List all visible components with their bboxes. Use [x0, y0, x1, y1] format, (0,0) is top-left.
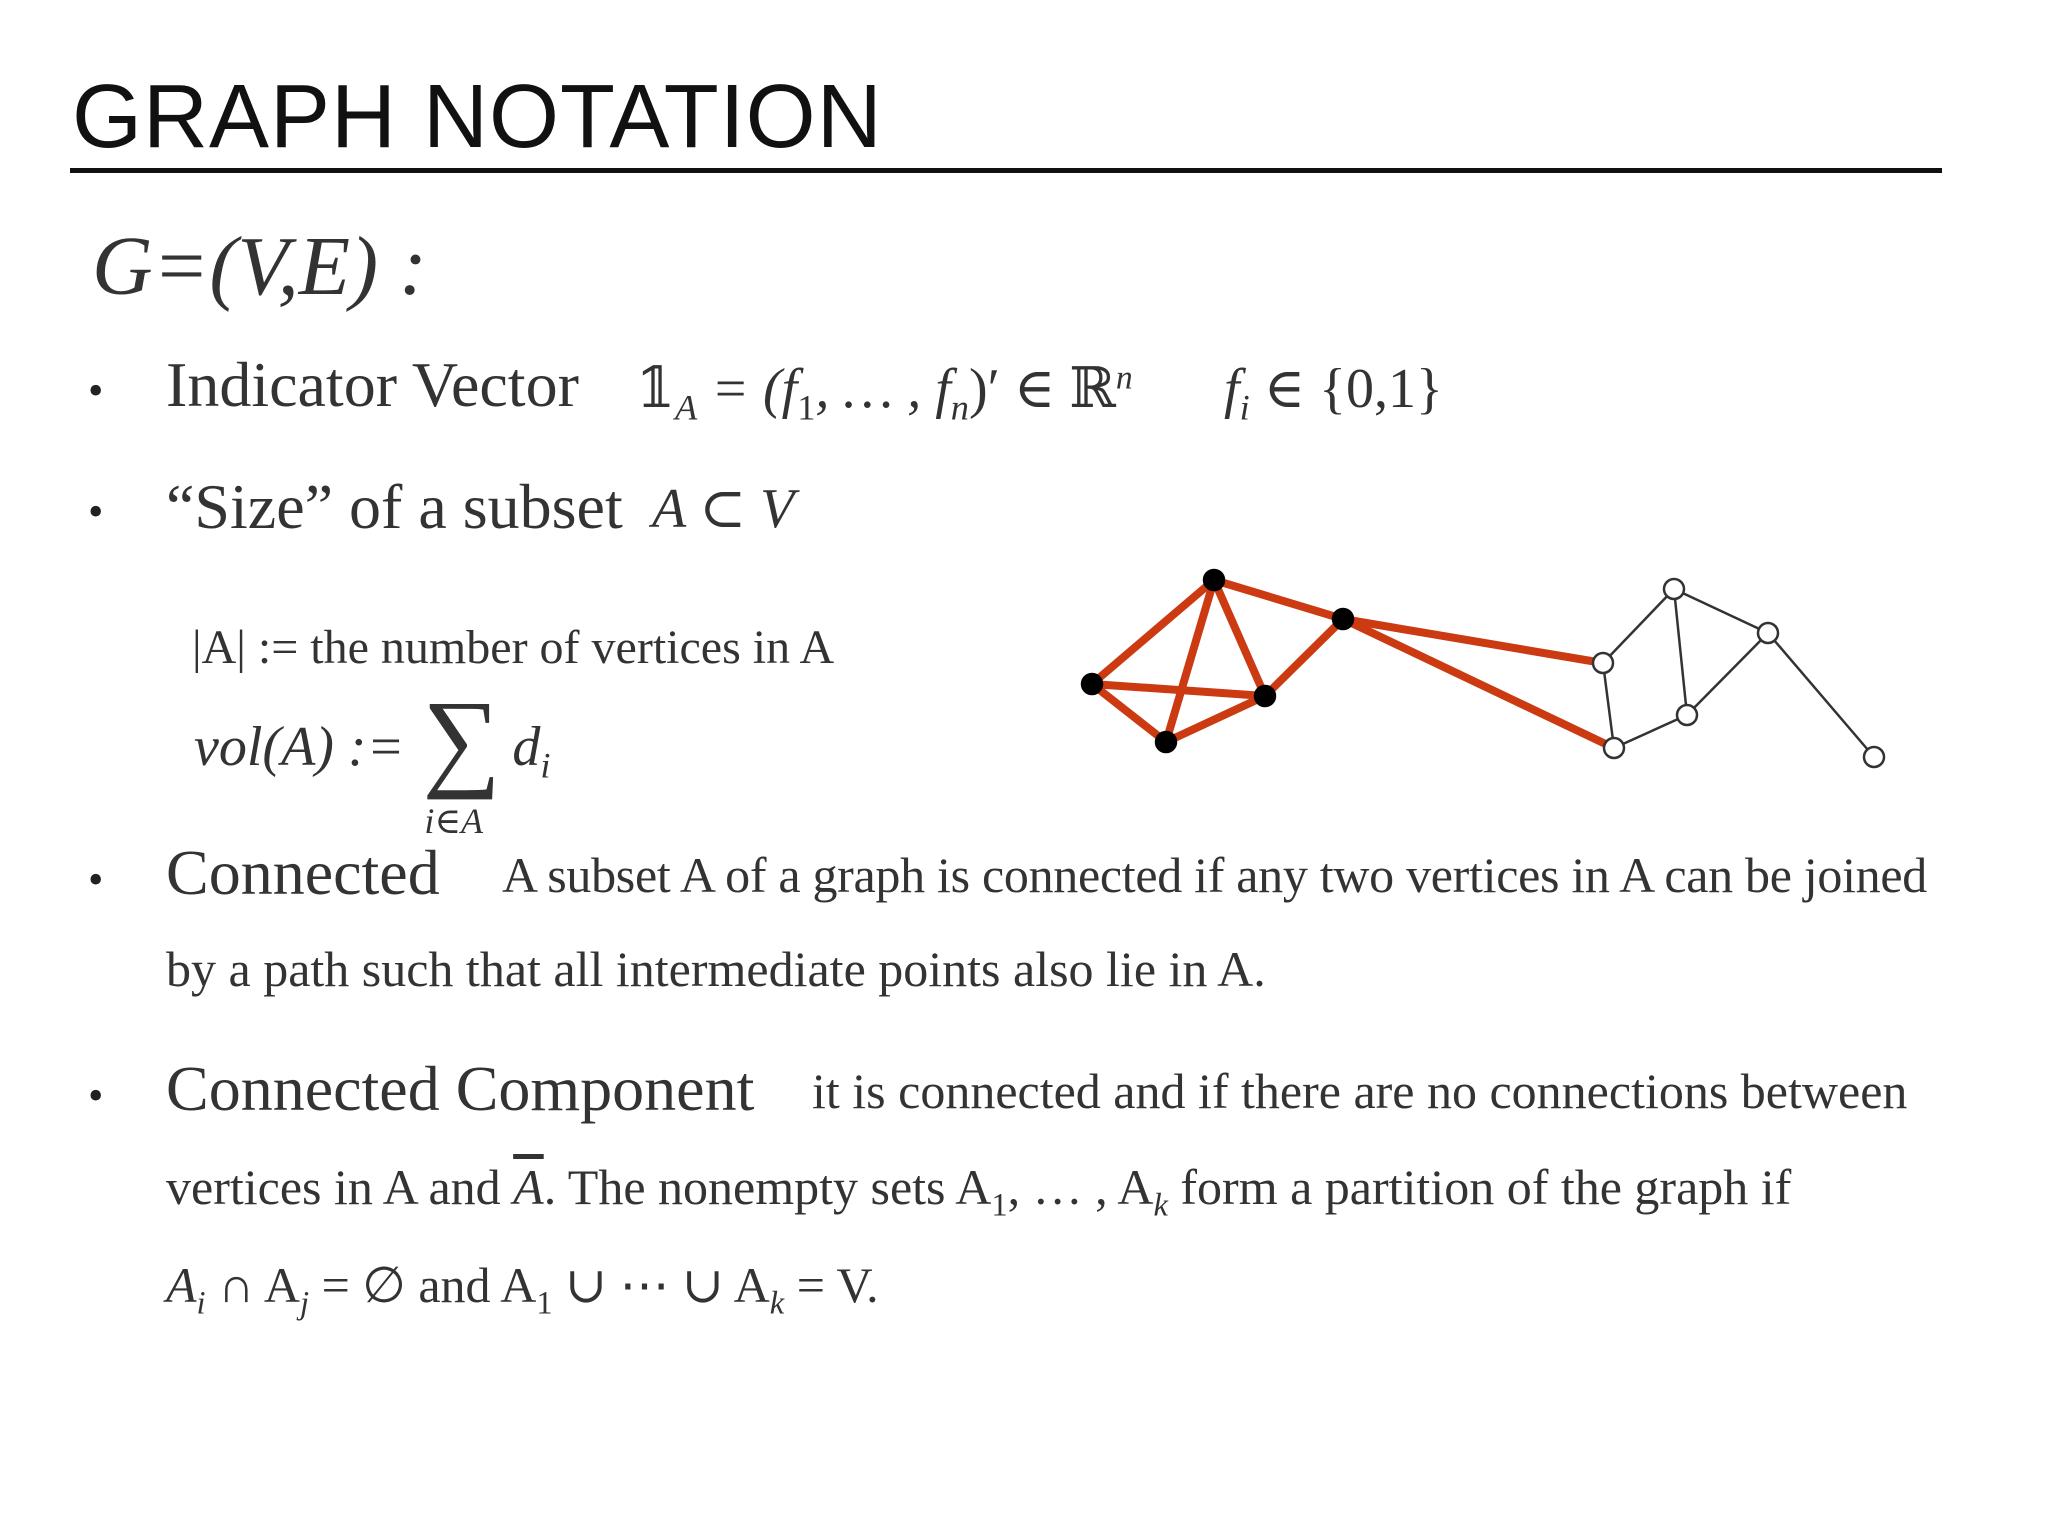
graph-definition-heading: G=(V,E) : — [92, 220, 428, 313]
bullet-dot: • — [88, 366, 104, 415]
graph-node-filled — [1082, 674, 1102, 694]
subset-formula: A ⊂ V — [652, 478, 795, 540]
sum-operator: ∑ i∈A — [422, 678, 501, 841]
graph-edge-highlighted — [1214, 580, 1343, 619]
term-size-of-subset: “Size” of a subset — [166, 471, 623, 542]
bullet-dot: • — [88, 487, 104, 536]
graph-node-filled — [1333, 609, 1353, 629]
graph-node-open — [1604, 738, 1624, 758]
graph-edge — [1674, 589, 1687, 715]
slide-title: GRAPH NOTATION — [72, 67, 883, 167]
graph-edge-highlighted — [1092, 684, 1166, 742]
graph-node-filled — [1156, 732, 1176, 752]
graph-node-filled — [1204, 570, 1224, 590]
graph-illustration — [1060, 560, 1900, 790]
indicator-vector-formula: $𝟙_A = (f_1$, … , $f_n)'$ ∈ ℝ$^n$ — [636, 358, 1133, 428]
graph-node-open — [1664, 579, 1684, 599]
complement-set: $\overline{A}$ — [513, 1159, 544, 1215]
indicator-symbol: 𝟙 — [636, 358, 675, 420]
graph-edge-highlighted — [1214, 580, 1265, 696]
indicator-domain-formula: $f_i$ ∈ {0,1} — [1224, 358, 1443, 428]
graph-edge — [1687, 633, 1768, 715]
graph-node-open — [1677, 705, 1697, 725]
component-definition-line2: vertices in A and $\overline{A}$. The nonempty sets $A_1$, … , $A_k$ form a partition of the graph if — [166, 1159, 1792, 1224]
graph-edge-highlighted — [1265, 619, 1343, 696]
connected-definition-line2: by a path such that all intermediate points also lie in A. — [166, 941, 1266, 997]
bullet-dot: • — [88, 855, 104, 904]
graph-edge — [1603, 663, 1614, 748]
component-definition-line3: $A_i$ ∩ $A_j$ = ∅ and $A_1$ ∪ ⋯ ∪ $A_k = V$. — [166, 1257, 879, 1322]
cardinality-definition: |A| := the number of vertices in A — [192, 621, 835, 674]
graph-node-open — [1758, 623, 1778, 643]
graph-edge — [1674, 589, 1768, 633]
component-definition-line1: it is connected and if there are no connections between — [812, 1063, 1908, 1119]
term-connected-component: Connected Component — [166, 1053, 755, 1124]
graph-node-filled — [1255, 686, 1275, 706]
sum-limit: i∈A — [424, 801, 483, 841]
graph-edge — [1614, 715, 1687, 748]
graph-edge — [1603, 589, 1674, 663]
term-indicator-vector: Indicator Vector — [166, 349, 579, 420]
graph-edge — [1768, 633, 1874, 757]
title-underline — [70, 168, 1942, 173]
graph-node-open — [1864, 747, 1884, 767]
volume-definition: vol(A) := ∑ i∈A $d_i$ — [194, 678, 551, 841]
graph-node-open — [1593, 653, 1613, 673]
bullet-dot: • — [88, 1071, 104, 1120]
term-connected: Connected — [166, 837, 440, 908]
connected-definition-line1: A subset A of a graph is connected if any two vertices in A can be joined — [502, 847, 1927, 903]
